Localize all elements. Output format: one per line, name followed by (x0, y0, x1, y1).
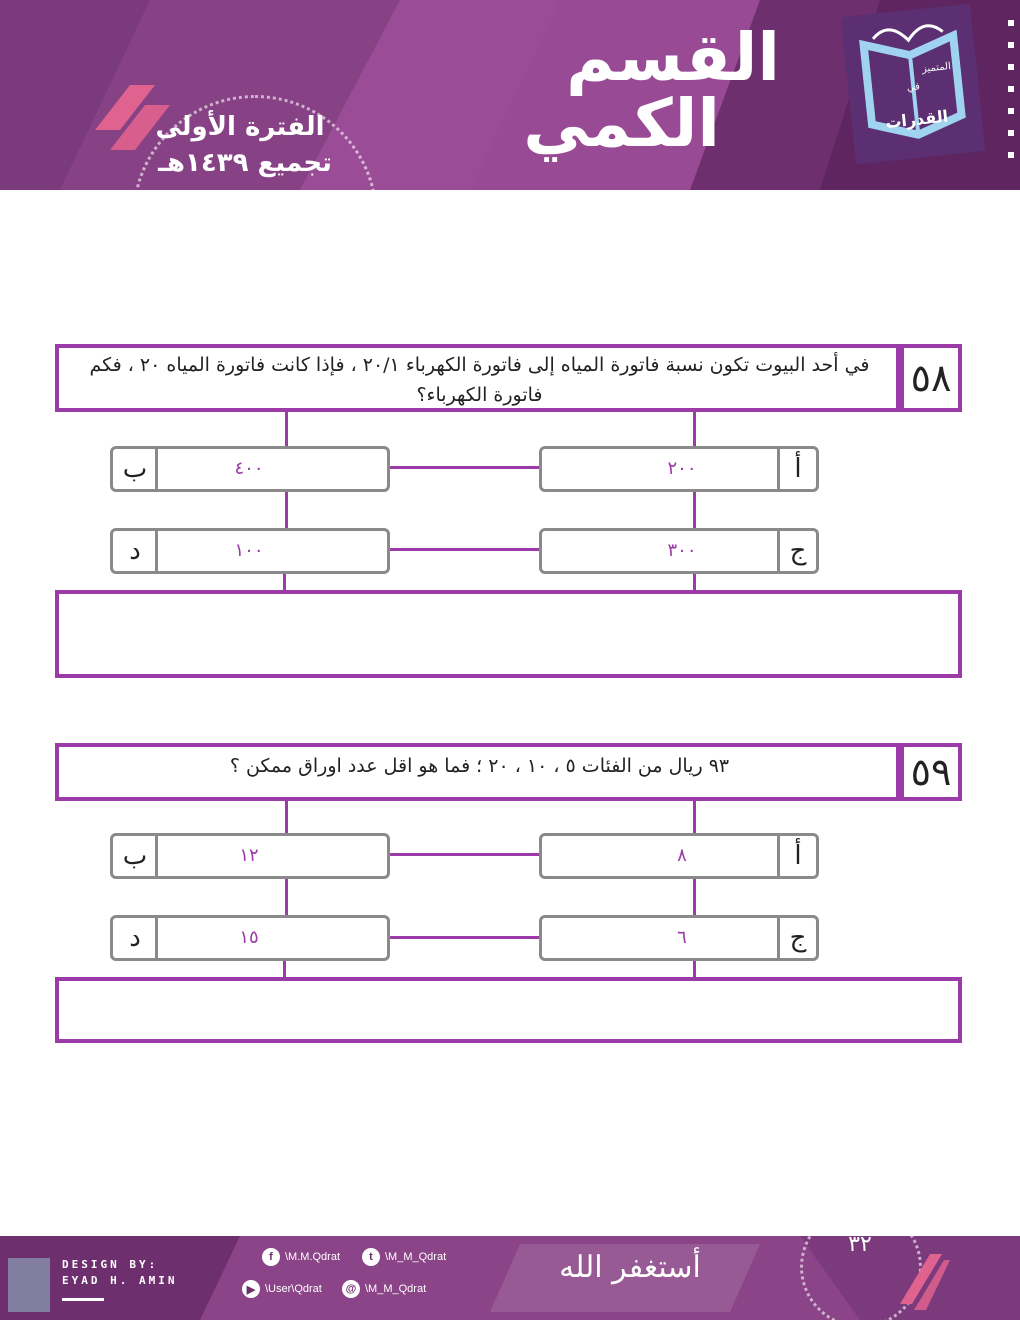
footer-stripes-decoration (890, 1244, 950, 1314)
option-letter: ب (122, 454, 148, 484)
logo (841, 4, 986, 165)
twitter-handle: \M_M_Qdrat (385, 1251, 447, 1263)
option-b[interactable] (110, 446, 390, 492)
option-divider (155, 531, 158, 571)
connector-line (693, 801, 696, 835)
connector-line (390, 936, 540, 939)
facebook-handle: \M.M.Qdrat (285, 1251, 341, 1263)
option-letter: أ (794, 454, 802, 484)
option-letter: د (129, 923, 141, 953)
connector-line (390, 548, 540, 551)
option-value: ٦ (677, 927, 687, 948)
option-value: ٣٠٠ (667, 540, 697, 561)
period-line2: تجميع ١٤٣٩هـ (158, 148, 332, 178)
option-letter: أ (794, 841, 802, 871)
option-letter: ج (789, 536, 807, 566)
designer-underline (62, 1298, 104, 1301)
at-handle: \M_M_Qdrat (365, 1283, 427, 1295)
design-by-label: DESIGN BY: (62, 1258, 159, 1271)
option-value: ٨ (677, 845, 687, 866)
period-line1: الفترة الأولى (155, 112, 325, 142)
connector-line (693, 490, 696, 532)
question-text: في أحد البيوت تكون نسبة فاتورة المياه إلى فاتورة الكهرباء ٢٠/١ ، فإذا كانت فاتورة المياه ٢٠ ، فكم فاتورة الكهرباء؟ (89, 354, 870, 406)
logo-text-top: المتميز (921, 60, 952, 75)
connector-line (285, 412, 288, 448)
youtube-link[interactable] (242, 1280, 322, 1298)
connector-line (285, 490, 288, 532)
connector-line (390, 853, 540, 856)
facebook-link[interactable] (262, 1248, 340, 1266)
logo-text-mid: في (906, 81, 921, 94)
connector-line (285, 801, 288, 835)
option-a[interactable] (539, 833, 819, 879)
connector-line (285, 877, 288, 917)
option-value: ١٠٠ (234, 540, 264, 561)
option-value: ٢٠٠ (667, 458, 697, 479)
option-value: ٤٠٠ (234, 458, 264, 479)
designer-signature-icon (8, 1258, 50, 1312)
connector-line (390, 466, 540, 469)
youtube-icon: ▶ (242, 1280, 260, 1298)
connector-line (693, 412, 696, 448)
designer-name: EYAD H. AMIN (62, 1274, 178, 1287)
header-title-line1: القسم (566, 19, 780, 96)
option-d[interactable] (110, 915, 390, 961)
option-divider (155, 918, 158, 958)
question-text-box (55, 344, 900, 412)
option-b[interactable] (110, 833, 390, 879)
at-link[interactable] (342, 1280, 426, 1298)
page-number: ٣٢ (848, 1236, 872, 1257)
option-a[interactable] (539, 446, 819, 492)
question-text-box (55, 743, 900, 801)
question-number: ٥٨ (900, 344, 962, 412)
option-value: ١٥ (239, 927, 259, 948)
question-number: ٥٩ (900, 743, 962, 801)
question-text: ٩٣ ريال من الفئات ٥ ، ١٠ ، ٢٠ ؛ فما هو اقل عدد اوراق ممكن ؟ (229, 755, 730, 777)
option-d[interactable] (110, 528, 390, 574)
twitter-icon: t (362, 1248, 380, 1266)
at-icon: @ (342, 1280, 360, 1298)
option-divider (155, 449, 158, 489)
option-letter: ب (122, 841, 148, 871)
answer-box[interactable] (55, 977, 962, 1043)
facebook-icon: f (262, 1248, 280, 1266)
option-divider (155, 836, 158, 876)
calligraphy-text: أستغفر الله (559, 1250, 701, 1285)
youtube-handle: \User\Qdrat (265, 1283, 322, 1295)
option-letter: د (129, 536, 141, 566)
page-header (0, 0, 1020, 190)
option-letter: ج (789, 923, 807, 953)
answer-box[interactable] (55, 590, 962, 678)
option-c[interactable] (539, 528, 819, 574)
page-footer (0, 1236, 1020, 1320)
option-value: ١٢ (239, 845, 259, 866)
logo-text-main: القدرات (884, 106, 950, 133)
option-c[interactable] (539, 915, 819, 961)
twitter-link[interactable] (362, 1248, 446, 1266)
header-title-line2: الكمي (523, 85, 720, 162)
header-dots-decoration (1008, 20, 1014, 170)
connector-line (693, 877, 696, 917)
